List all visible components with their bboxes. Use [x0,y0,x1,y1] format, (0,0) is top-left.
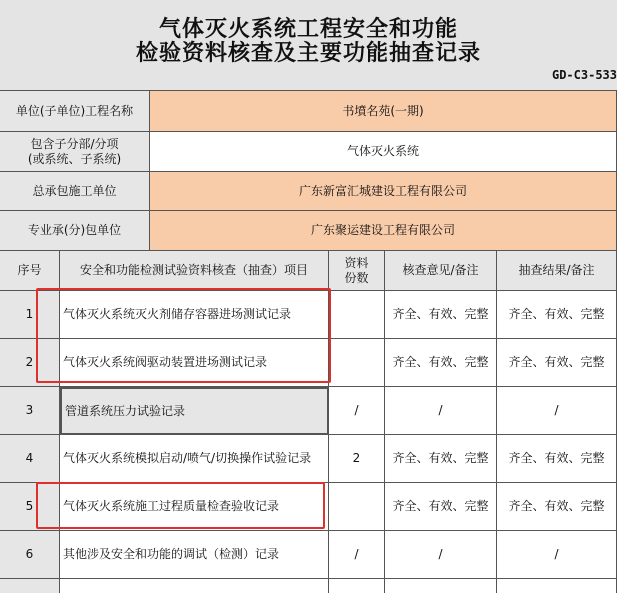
row-5-opinion[interactable]: 齐全、有效、完整 [385,483,497,531]
row-1-opinion[interactable]: 齐全、有效、完整 [385,291,497,339]
row-4-count[interactable]: 2 [329,435,385,483]
subsystem-value[interactable]: 气体灭火系统 [150,132,617,172]
row-3-count[interactable]: / [329,387,385,435]
general-contractor-label: 总承包施工单位 [0,172,150,211]
subsystem-label: 包含子分部/分项 (或系统、子系统) [0,132,150,172]
header-opinion: 核查意见/备注 [385,251,497,291]
row-4-opinion[interactable]: 齐全、有效、完整 [385,435,497,483]
row-7-item[interactable] [60,579,329,593]
row-3-no: 3 [0,387,60,435]
subcontractor-label: 专业承(分)包单位 [0,211,150,251]
row-2-item[interactable]: 气体灭火系统阀驱动装置进场测试记录 [60,339,329,387]
row-1-no: 1 [0,291,60,339]
form-code: GD-C3-533 [551,68,617,82]
project-name-value[interactable]: 书墳名苑(一期) [150,90,617,132]
row-2-opinion[interactable]: 齐全、有效、完整 [385,339,497,387]
row-7-result[interactable] [497,579,617,593]
sheet-title [0,0,617,90]
row-2-result[interactable]: 齐全、有效、完整 [497,339,617,387]
row-4-result[interactable]: 齐全、有效、完整 [497,435,617,483]
row-7-no [0,579,60,593]
row-6-result[interactable]: / [497,531,617,579]
row-1-count[interactable] [329,291,385,339]
row-3-result[interactable]: / [497,387,617,435]
row-4-no: 4 [0,435,60,483]
row-4-item[interactable]: 气体灭火系统模拟启动/喷气/切换操作试验记录 [60,435,329,483]
row-6-opinion[interactable]: / [385,531,497,579]
title-line-1: 气体灭火系统工程安全和功能 [158,17,458,42]
highlight-box-row-5 [36,482,325,529]
row-3-item[interactable]: 管道系统压力试验记录 [60,387,329,435]
row-5-result[interactable]: 齐全、有效、完整 [497,483,617,531]
row-5-count[interactable] [329,483,385,531]
title-line-2: 检验资料核查及主要功能抽查记录 [135,41,481,66]
row-3-opinion[interactable]: / [385,387,497,435]
general-contractor-value[interactable]: 广东新富汇城建设工程有限公司 [150,172,617,211]
row-7-count[interactable] [329,579,385,593]
row-5-item[interactable]: 气体灭火系统施工过程质量检查验收记录 [60,483,329,531]
subcontractor-value[interactable]: 广东聚运建设工程有限公司 [150,211,617,251]
row-2-count[interactable] [329,339,385,387]
header-item: 安全和功能检测试验资料核查（抽查）项目 [60,251,329,291]
project-name-label: 单位(子单位)工程名称 [0,90,150,132]
row-5-no: 5 [0,483,60,531]
row-1-result[interactable]: 齐全、有效、完整 [497,291,617,339]
row-6-count[interactable]: / [329,531,385,579]
header-result: 抽查结果/备注 [497,251,617,291]
row-6-no: 6 [0,531,60,579]
row-6-item[interactable]: 其他涉及安全和功能的调试（检测）记录 [60,531,329,579]
highlight-box-rows-1-2 [36,288,331,383]
row-1-item[interactable]: 气体灭火系统灭火剂储存容器进场测试记录 [60,291,329,339]
header-no: 序号 [0,251,60,291]
header-count: 资料份数 [329,251,385,291]
row-7-opinion[interactable] [385,579,497,593]
row-2-no: 2 [0,339,60,387]
